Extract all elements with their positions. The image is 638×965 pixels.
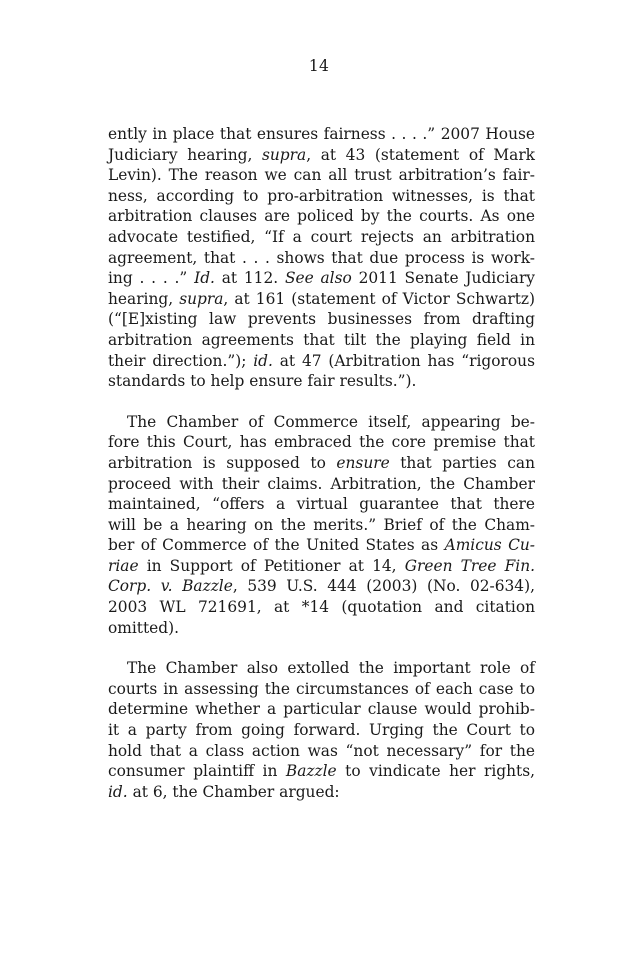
italic-text: Id. <box>194 269 215 288</box>
text-line <box>108 474 535 495</box>
text-segment: Levin). The reason we can all trust arbitration’s fair- <box>108 166 535 185</box>
text-line <box>108 741 535 762</box>
text-segment: maintained, “offers a virtual guarantee that there <box>108 495 535 514</box>
text-line <box>108 268 535 289</box>
italic-text: Bazzle <box>285 762 337 781</box>
italic-text: Green Tree Fin. <box>404 556 535 575</box>
text-segment: determine whether a particular clause would prohib- <box>108 700 535 719</box>
text-line <box>108 699 535 720</box>
text-line <box>108 124 535 145</box>
text-line <box>108 186 535 207</box>
text-segment: that parties can <box>389 453 535 472</box>
text-line <box>108 248 535 269</box>
text-segment: hold that a class action was “not necessary” for the <box>108 741 535 760</box>
text-line <box>108 576 535 597</box>
text-line <box>108 206 535 227</box>
text-segment: arbitration is supposed to <box>108 453 337 472</box>
text-segment: omitted). <box>108 618 180 637</box>
text-segment: Judiciary hearing, <box>108 145 262 164</box>
text-line <box>108 330 535 351</box>
document-body <box>108 124 535 802</box>
text-segment: , at 43 (statement of Mark <box>306 145 536 164</box>
text-line <box>108 597 535 618</box>
text-segment: fore this Court, has embraced the core premise that <box>108 433 535 452</box>
text-segment: ently in place that ensures fairness . . . .” 2007 House <box>108 125 535 143</box>
text-segment: standards to help ensure fair results.”). <box>108 372 417 391</box>
text-segment: arbitration clauses are policed by the courts. As one <box>108 207 535 226</box>
text-segment: at 47 (Arbitration has “rigorous <box>272 351 535 370</box>
text-segment: at 6, the Chamber argued: <box>127 782 340 801</box>
text-segment: their direction.”); <box>108 351 254 370</box>
text-segment: proceed with their claims. Arbitration, the Chamber <box>108 474 535 493</box>
text-segment: The Chamber of Commerce itself, appearing be- <box>127 412 535 431</box>
italic-text: See also <box>284 269 352 288</box>
paragraph <box>108 658 535 802</box>
paragraph <box>108 124 535 392</box>
italic-text: Corp. v. Bazzle <box>108 577 233 596</box>
text-segment: ness, according to pro-arbitration witnesses, is that <box>108 186 535 205</box>
text-line <box>108 494 535 515</box>
text-segment: 2003 WL 721691, at *14 (quotation and citation <box>108 598 535 617</box>
text-segment: advocate testified, “If a court rejects an arbitration <box>108 227 535 246</box>
text-segment: it a party from going forward. Urging the Court to <box>108 721 535 740</box>
text-segment: (“[E]xisting law prevents businesses from drafting <box>108 310 535 329</box>
italic-text: riae <box>108 556 139 575</box>
italic-text: ensure <box>336 453 390 472</box>
text-line <box>108 761 535 782</box>
italic-text: Amicus Cu- <box>444 536 535 555</box>
text-segment: , 539 U.S. 444 (2003) (No. 02-634), <box>232 577 536 596</box>
text-line <box>108 658 535 679</box>
italic-text: id. <box>253 351 273 370</box>
paragraph <box>108 412 535 639</box>
text-line <box>108 351 535 372</box>
text-segment: at 112. <box>214 269 285 288</box>
text-line <box>108 165 535 186</box>
text-segment: 2011 Senate Judiciary <box>351 269 535 288</box>
text-segment: will be a hearing on the merits.” Brief of the Cham- <box>108 515 535 534</box>
page-number: 14 <box>308 57 330 75</box>
text-segment: ber of Commerce of the United States as <box>108 536 445 555</box>
italic-text: id. <box>108 782 128 801</box>
text-segment: in Support of Petitioner at 14, <box>138 556 405 575</box>
text-segment: The Chamber also extolled the important role of <box>127 659 535 678</box>
text-line <box>108 145 535 166</box>
text-segment: courts in assessing the circumstances of each case to <box>108 679 535 698</box>
italic-text: supra <box>261 145 307 164</box>
text-segment: agreement, that . . . shows that due process is work- <box>108 248 535 267</box>
text-segment: ing . . . .” <box>108 269 195 288</box>
text-line <box>108 679 535 700</box>
text-segment: hearing, <box>108 289 180 308</box>
text-line <box>108 556 535 577</box>
text-line <box>108 227 535 248</box>
text-segment: to vindicate her rights, <box>336 762 536 781</box>
text-line <box>108 515 535 536</box>
text-line <box>108 720 535 741</box>
text-line <box>108 453 535 474</box>
text-segment: arbitration agreements that tilt the playing field in <box>108 330 535 349</box>
text-line <box>108 412 535 433</box>
text-segment: consumer plaintiff in <box>108 762 286 781</box>
text-line <box>108 618 535 639</box>
text-line <box>108 371 535 392</box>
text-line <box>108 432 535 453</box>
text-line <box>108 289 535 310</box>
text-segment: , at 161 (statement of Victor Schwartz) <box>223 289 535 308</box>
text-line <box>108 309 535 330</box>
text-line <box>108 782 535 803</box>
text-line <box>108 535 535 556</box>
italic-text: supra <box>179 289 224 308</box>
